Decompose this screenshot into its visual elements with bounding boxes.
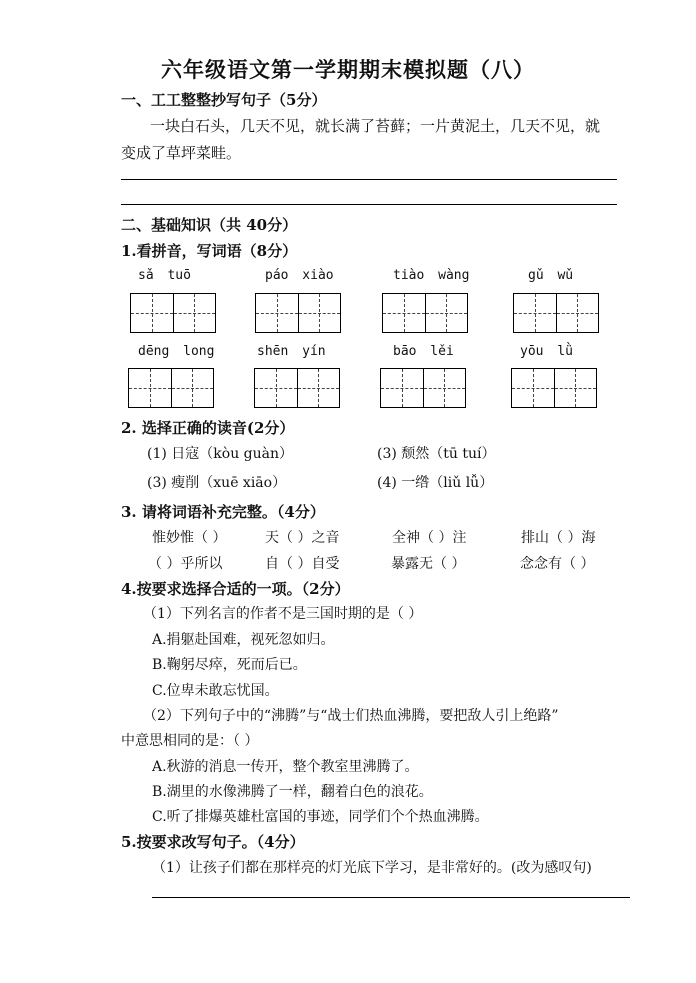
q4-option[interactable]: A.秋游的消息一传开，整个教室里沸腾了。	[152, 759, 419, 775]
tianzige-box[interactable]	[254, 368, 340, 408]
q3-blank[interactable]: 天（ ）之音	[265, 530, 340, 546]
pinyin-label: páo xiào	[265, 268, 334, 283]
q4-part2-question-cont: 中意思相同的是：（ ）	[121, 733, 259, 749]
q4-option[interactable]: C.位卑未敢忘忧国。	[152, 683, 279, 699]
q3-blank[interactable]: 排山（ ）海	[521, 530, 596, 546]
pinyin-label: bāo lěi	[393, 344, 454, 359]
q3-blank[interactable]: 自（ ）自受	[265, 556, 340, 572]
section1-heading: 一、工工整整抄写句子（5分）	[121, 91, 327, 109]
pinyin-label: yōu lǜ	[520, 344, 573, 359]
q3-blank[interactable]: 全神（ ）注	[392, 530, 467, 546]
q3-blank[interactable]: 念念有（ ）	[520, 556, 595, 572]
pinyin-label: sǎ tuō	[138, 268, 191, 283]
q3-heading: 3. 请将词语补充完整。（4分）	[121, 503, 325, 521]
tianzige-box[interactable]	[511, 368, 597, 408]
q4-option[interactable]: B.鞠躬尽瘁，死而后已。	[152, 657, 307, 673]
section2-heading: 二、基础知识（共 40分）	[121, 216, 298, 234]
q4-option[interactable]: B.湖里的水像沸腾了一样，翻着白色的浪花。	[152, 784, 433, 800]
tianzige-box[interactable]	[380, 368, 466, 408]
tianzige-box[interactable]	[128, 368, 214, 408]
q2-item: (3) 颓然（tū tuí）	[377, 446, 496, 462]
answer-line[interactable]	[152, 897, 630, 898]
q4-part2-question: （2）下列句子中的“沸腾”与“战士们热血沸腾，要把敌人引上绝路”	[143, 708, 559, 724]
q4-heading: 4.按要求选择合适的一项。（2分）	[121, 580, 350, 598]
q3-blank[interactable]: 暴露无（ ）	[391, 556, 466, 572]
q2-item: (1) 日寇（kòu guàn）	[147, 446, 294, 462]
writing-line-2[interactable]	[121, 204, 617, 205]
copy-sentence-line1: 一块白石头，几天不见，就长满了苔藓；一片黄泥土，几天不见，就	[150, 117, 601, 135]
tianzige-box[interactable]	[130, 293, 216, 333]
copy-sentence-line2: 变成了草坪菜畦。	[121, 144, 242, 162]
page-title: 六年级语文第一学期期末模拟题（八）	[161, 57, 535, 82]
q3-blank[interactable]: 惟妙惟（ ）	[152, 530, 227, 546]
tianzige-box[interactable]	[255, 293, 341, 333]
tianzige-box[interactable]	[513, 293, 599, 333]
pinyin-label: tiào wàng	[393, 268, 470, 283]
q2-item: (4) 一绺（liǔ lǚ）	[377, 475, 494, 491]
q4-option[interactable]: C.听了排爆英雄杜富国的事迹，同学们个个热血沸腾。	[152, 809, 489, 825]
pinyin-label: dēng long	[138, 344, 215, 359]
q5-item1: （1）让孩子们都在那样亮的灯光底下学习，是非常好的。(改为感叹句)	[152, 860, 592, 876]
pinyin-label: shēn yín	[257, 344, 326, 359]
writing-line-1[interactable]	[121, 179, 617, 180]
pinyin-label: gǔ wǔ	[528, 268, 574, 283]
q2-heading: 2. 选择正确的读音(2分）	[121, 419, 295, 437]
q4-option[interactable]: A.捐躯赴国难，视死忽如归。	[152, 632, 335, 648]
q2-item: (3) 瘦削（xuē xiāo）	[147, 475, 287, 491]
q1-heading: 1.看拼音，写词语（8分）	[121, 242, 298, 260]
q5-heading: 5.按要求改写句子。（4分）	[121, 833, 305, 851]
tianzige-box[interactable]	[382, 293, 468, 333]
q3-blank[interactable]: （ ）乎所以	[148, 556, 223, 572]
q4-part1-question: （1）下列名言的作者不是三国时期的是（ ）	[143, 606, 423, 622]
